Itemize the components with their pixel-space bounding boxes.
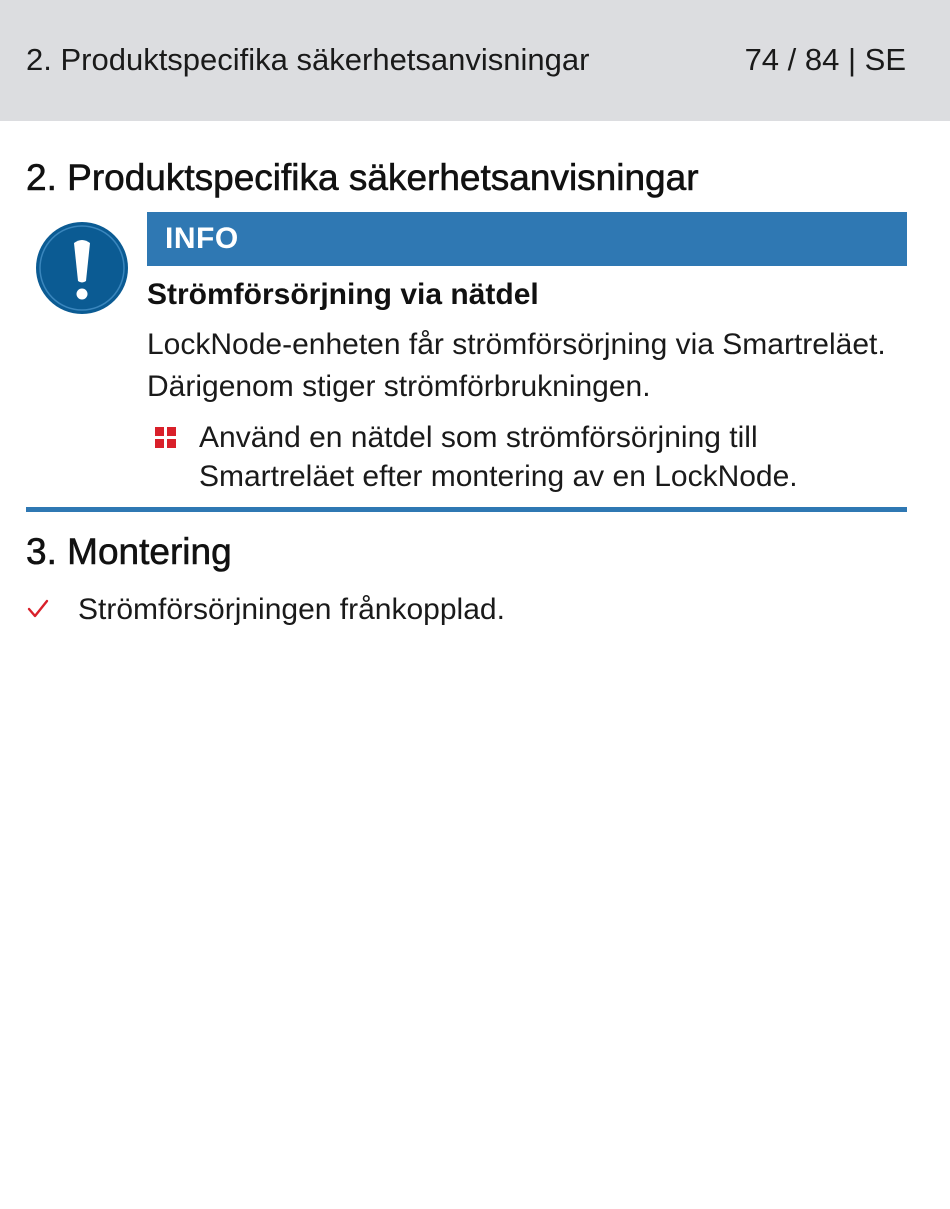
info-subtitle: Strömförsörjning via nätdel	[147, 278, 539, 311]
section-title-mounting: 3. Montering	[26, 531, 232, 572]
section-title-safety: 2. Produktspecifika säkerhetsanvisningar	[26, 157, 699, 198]
exclamation-icon	[35, 221, 129, 315]
instruction-bullet: Använd en nätdel som strömförsörjning till Smartreläet efter montering av en LockNode.	[199, 421, 798, 493]
page-header	[0, 0, 950, 121]
checklist-item: Strömförsörjningen frånkopplad.	[78, 593, 505, 626]
checkmark-icon	[26, 597, 50, 621]
info-label: INFO	[165, 222, 239, 255]
info-divider	[26, 507, 907, 512]
info-banner	[147, 212, 907, 266]
header-title: 2. Produktspecifika säkerhetsanvisningar	[26, 42, 590, 77]
info-body-text: LockNode-enheten får strömförsörjning via Smartreläet. Därigenom stiger strömförbrukningen.	[147, 328, 886, 403]
bullet-square-icon	[155, 427, 177, 449]
page-number: 74 / 84 | SE	[744, 42, 906, 77]
